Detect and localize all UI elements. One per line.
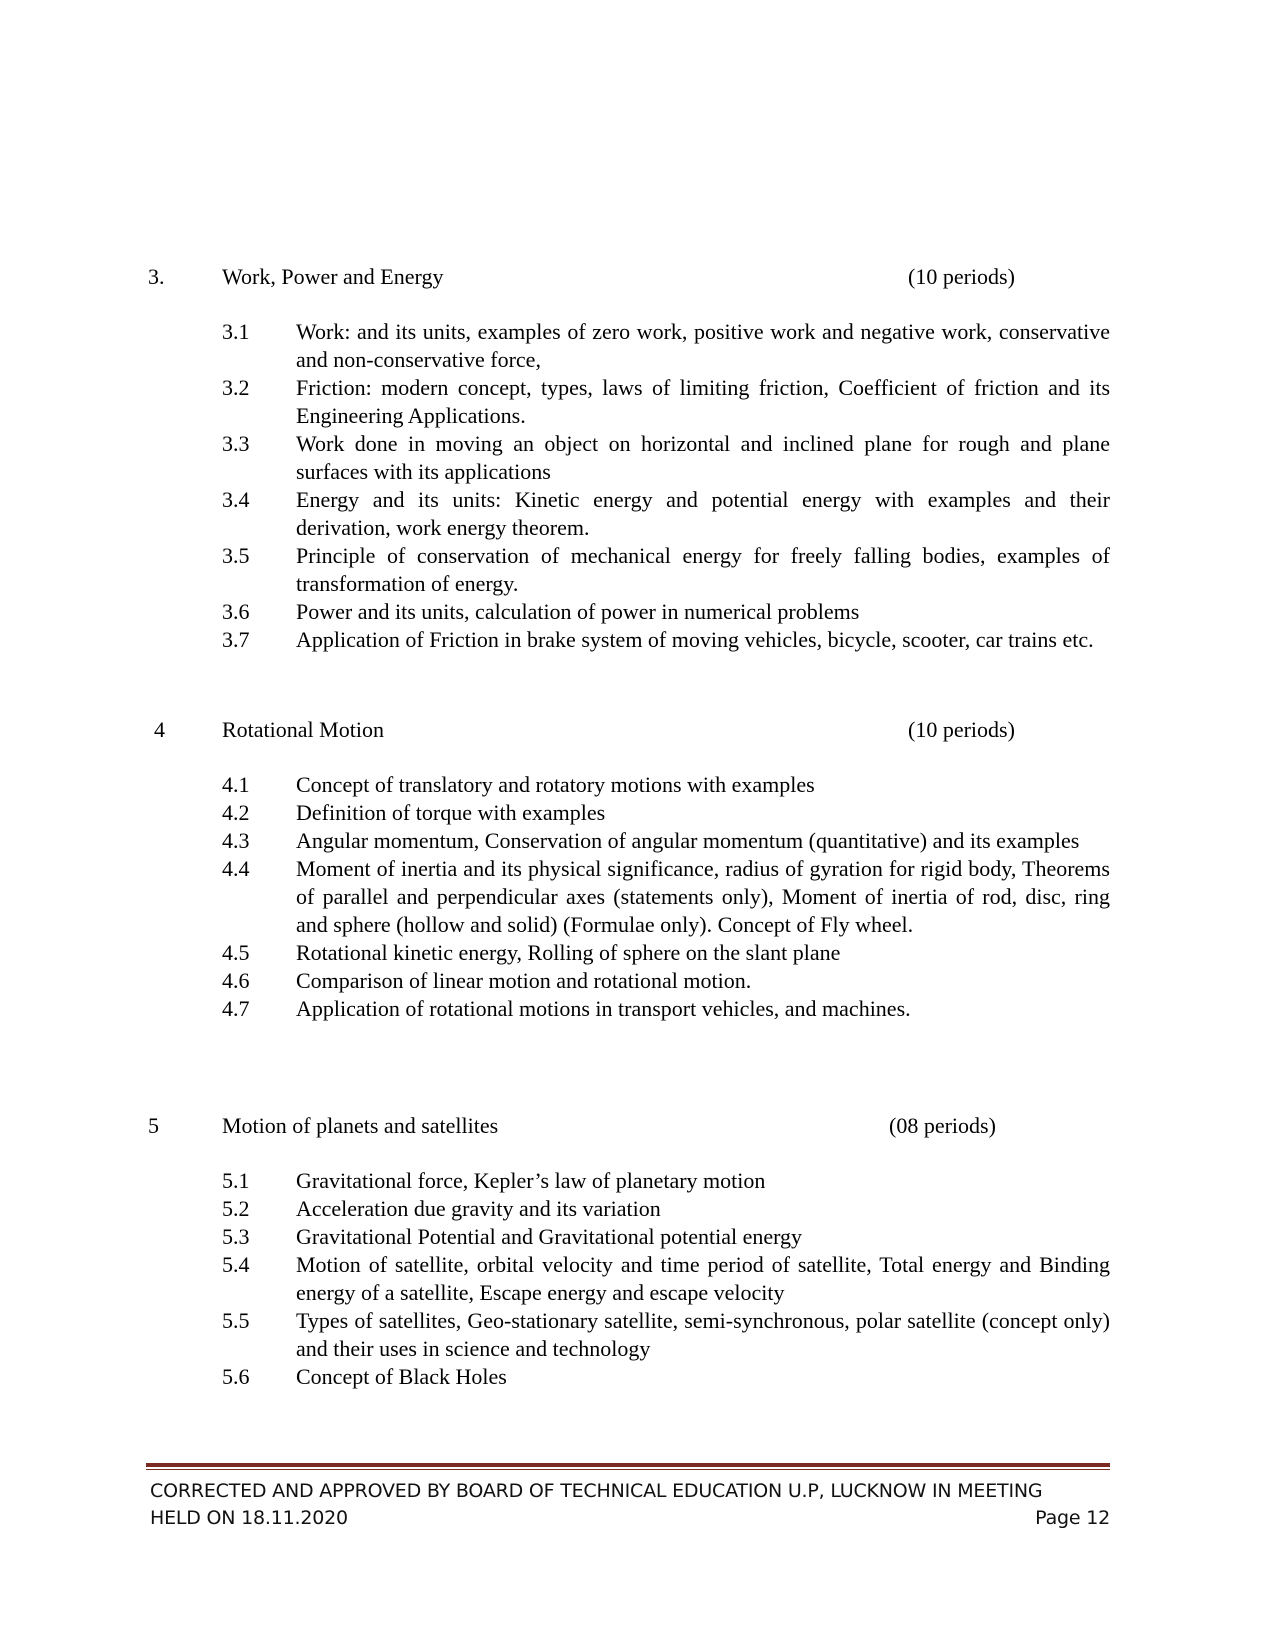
- topic-number: 5.1: [222, 1168, 250, 1193]
- topic-item: [0, 799, 1275, 827]
- footer-divider-thin: [146, 1469, 1110, 1470]
- topic-text: Gravitational force, Kepler’s law of planetary motion: [296, 1168, 766, 1193]
- topic-number: 5.4: [222, 1252, 250, 1277]
- topic-number: 4.6: [222, 968, 250, 993]
- topic-text: Energy and its units: Kinetic energy and potential energy with examples and their derivation, work energy theorem.: [296, 487, 1110, 540]
- topic-text: Types of satellites, Geo-stationary satellite, semi-synchronous, polar satellite (concept only) and their uses in science and technology: [296, 1308, 1110, 1361]
- topic-number: 4.2: [222, 800, 250, 825]
- topic-number: 3.5: [222, 543, 250, 568]
- page-number: Page 12: [1035, 1507, 1110, 1529]
- topic-item: [0, 1363, 1275, 1391]
- topic-text: Work: and its units, examples of zero work, positive work and negative work, conservative and non-conservative force,: [296, 319, 1110, 372]
- topic-text: Application of Friction in brake system of moving vehicles, bicycle, scooter, car trains etc.: [296, 627, 1094, 652]
- topic-text: Motion of satellite, orbital velocity and time period of satellite, Total energy and Binding energy of a satellite, Escape energy and escape velocity: [296, 1252, 1110, 1305]
- topic-text: Concept of translatory and rotatory motions with examples: [296, 772, 815, 797]
- topic-item: [0, 1195, 1275, 1223]
- topic-item: [0, 1167, 1275, 1195]
- topic-text: Rotational kinetic energy, Rolling of sphere on the slant plane: [296, 940, 841, 965]
- topic-number: 3.6: [222, 599, 250, 624]
- topic-number: 5.5: [222, 1308, 250, 1333]
- topic-item: [0, 1307, 1275, 1363]
- topic-number: 4.7: [222, 996, 250, 1021]
- topic-text: Comparison of linear motion and rotational motion.: [296, 968, 752, 993]
- unit-number: 5: [148, 1113, 159, 1138]
- unit-periods: (10 periods): [908, 264, 1015, 289]
- topic-number: 5.2: [222, 1196, 250, 1221]
- unit-number: 3.: [148, 264, 165, 289]
- topic-number: 4.3: [222, 828, 250, 853]
- topic-number: 5.3: [222, 1224, 250, 1249]
- topic-item: [0, 771, 1275, 799]
- unit-section: [0, 1111, 1275, 1391]
- topic-item: [0, 626, 1275, 654]
- unit-section: [0, 715, 1275, 1023]
- topic-number: 3.3: [222, 431, 250, 456]
- topic-item: [0, 542, 1275, 598]
- topic-text: Moment of inertia and its physical significance, radius of gyration for rigid body, Theorems of parallel and perpendicular axes (statements only), Moment of inertia of rod, disc, ring and sphere (hollow and solid) (Formulae only). Concept of Fly wheel.: [296, 856, 1110, 937]
- topic-number: 3.1: [222, 319, 250, 344]
- topic-item: [0, 486, 1275, 542]
- unit-periods: (10 periods): [908, 717, 1015, 742]
- topic-number: 4.4: [222, 856, 250, 881]
- topic-item: [0, 598, 1275, 626]
- topic-number: 3.2: [222, 375, 250, 400]
- topic-text: Gravitational Potential and Gravitational potential energy: [296, 1224, 803, 1249]
- unit-heading: [0, 1111, 1275, 1141]
- footer-approval-line: CORRECTED AND APPROVED BY BOARD OF TECHNICAL EDUCATION U.P, LUCKNOW IN MEETING: [150, 1480, 1043, 1502]
- unit-number: 4: [154, 717, 165, 742]
- topic-text: Angular momentum, Conservation of angular momentum (quantitative) and its examples: [296, 828, 1080, 853]
- topic-list: [0, 1167, 1275, 1391]
- topic-item: [0, 995, 1275, 1023]
- unit-section: [0, 262, 1275, 654]
- topic-item: [0, 967, 1275, 995]
- topic-number: 3.4: [222, 487, 250, 512]
- topic-number: 3.7: [222, 627, 250, 652]
- topic-number: 4.5: [222, 940, 250, 965]
- topic-text: Concept of Black Holes: [296, 1364, 507, 1389]
- topic-item: [0, 374, 1275, 430]
- topic-text: Definition of torque with examples: [296, 800, 606, 825]
- topic-item: [0, 827, 1275, 855]
- unit-periods: (08 periods): [889, 1113, 996, 1138]
- topic-number: 5.6: [222, 1364, 250, 1389]
- unit-heading: [0, 262, 1275, 292]
- topic-item: [0, 1223, 1275, 1251]
- unit-title: Work, Power and Energy: [222, 264, 444, 289]
- unit-heading: [0, 715, 1275, 745]
- footer-divider: [146, 1463, 1110, 1467]
- topic-item: [0, 939, 1275, 967]
- topic-text: Application of rotational motions in transport vehicles, and machines.: [296, 996, 911, 1021]
- topic-text: Power and its units, calculation of power in numerical problems: [296, 599, 860, 624]
- topic-item: [0, 855, 1275, 939]
- unit-title: Rotational Motion: [222, 717, 384, 742]
- topic-text: Principle of conservation of mechanical energy for freely falling bodies, examples of transformation of energy.: [296, 543, 1110, 596]
- unit-title: Motion of planets and satellites: [222, 1113, 499, 1138]
- topic-list: [0, 318, 1275, 654]
- page-footer: [150, 1478, 1110, 1532]
- topic-text: Acceleration due gravity and its variation: [296, 1196, 661, 1221]
- topic-item: [0, 430, 1275, 486]
- topic-list: [0, 771, 1275, 1023]
- topic-item: [0, 318, 1275, 374]
- topic-text: Friction: modern concept, types, laws of limiting friction, Coefficient of friction and its Engineering Applications.: [296, 375, 1110, 428]
- footer-date-line: HELD ON 18.11.2020: [150, 1507, 348, 1529]
- topic-text: Work done in moving an object on horizontal and inclined plane for rough and plane surfaces with its applications: [296, 431, 1110, 484]
- topic-number: 4.1: [222, 772, 250, 797]
- topic-item: [0, 1251, 1275, 1307]
